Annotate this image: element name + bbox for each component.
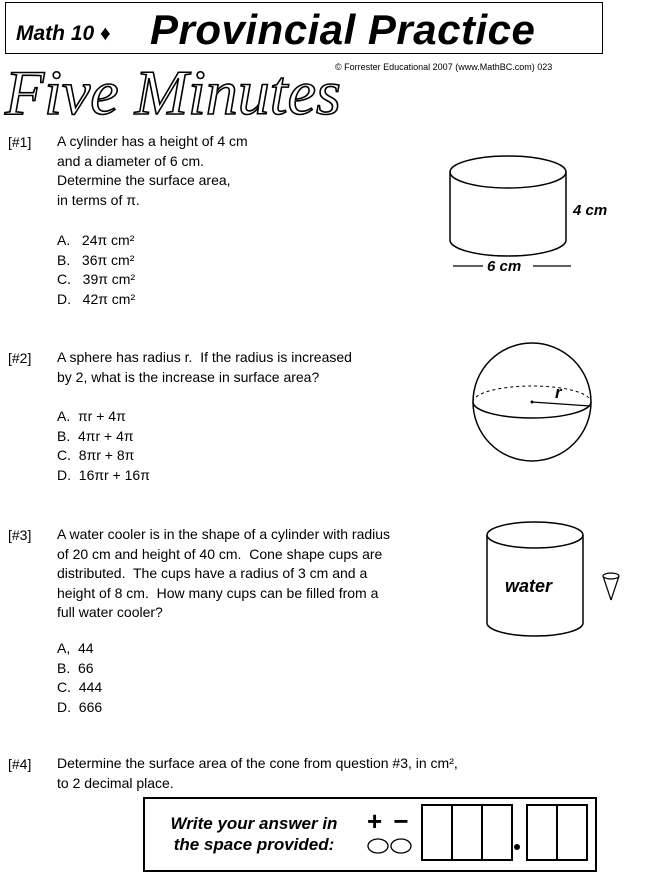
question-line: of 20 cm and height of 40 cm. Cone shape cups are xyxy=(57,545,383,562)
option-b[interactable]: B. 36π cm² xyxy=(57,251,135,268)
minus-bubble xyxy=(391,839,411,853)
question-line: Determine the surface area, xyxy=(57,172,231,188)
cylinder-figure xyxy=(445,150,625,280)
water-cooler-figure xyxy=(483,518,633,643)
decimal-point xyxy=(514,844,520,850)
water-label: water xyxy=(505,576,553,596)
question-line: A water cooler is in the shape of a cylinder with radius xyxy=(57,526,391,542)
cone-cup-icon xyxy=(603,573,619,600)
question-line: to 2 decimal place. xyxy=(57,774,174,791)
option-c[interactable]: C. 444 xyxy=(57,679,103,695)
diameter-label: 6 cm xyxy=(487,258,522,275)
question-number-2: [#2] xyxy=(8,350,32,366)
question-2-text xyxy=(57,348,352,387)
question-number-1: [#1] xyxy=(8,134,32,150)
answer-digit-cell[interactable] xyxy=(421,804,453,861)
banner-text: Five Minutes xyxy=(5,62,341,124)
question-3-options xyxy=(57,639,102,717)
question-line: by 2, what is the increase in surface area? xyxy=(57,368,320,385)
question-line: full water cooler? xyxy=(57,604,163,620)
question-line: A cylinder has a height of 4 cm xyxy=(57,133,248,149)
answer-instruction-line: the space provided: xyxy=(173,835,335,854)
page-title: Provincial Practice xyxy=(150,6,536,53)
diamond-icon: ♦ xyxy=(100,22,111,45)
option-a[interactable]: A. πr + 4π xyxy=(57,408,126,424)
question-line: height of 8 cm. How many cups can be filled from a xyxy=(57,584,379,601)
answer-decimal-cell[interactable] xyxy=(556,804,588,861)
option-d[interactable]: D. 42π cm² xyxy=(57,290,136,307)
question-1-options xyxy=(57,231,135,309)
sign-symbols: + − xyxy=(367,806,411,836)
answer-digit-cell[interactable] xyxy=(451,804,483,861)
sphere-figure xyxy=(470,340,610,470)
answer-instructions xyxy=(148,813,360,855)
sign-bubbles[interactable] xyxy=(366,836,416,856)
question-line: in terms of π. xyxy=(57,191,140,208)
answer-digit-cell[interactable] xyxy=(481,804,513,861)
height-label: 4 cm xyxy=(573,202,608,219)
question-2-options xyxy=(57,407,150,485)
question-number-3: [#3] xyxy=(8,527,32,543)
option-c[interactable]: C. 8πr + 8π xyxy=(57,447,135,463)
question-line: and a diameter of 6 cm. xyxy=(57,152,205,169)
plus-bubble xyxy=(368,839,388,853)
option-d[interactable]: D. 16πr + 16π xyxy=(57,466,150,483)
question-4-text xyxy=(57,754,458,793)
option-b[interactable]: B. 66 xyxy=(57,659,94,676)
question-1-text xyxy=(57,132,248,210)
question-line: distributed. The cups have a radius of 3 cm and a xyxy=(57,565,368,581)
option-a[interactable]: A. 24π cm² xyxy=(57,232,135,248)
answer-decimal-cell[interactable] xyxy=(526,804,558,861)
option-a[interactable]: A, 44 xyxy=(57,640,94,656)
option-d[interactable]: D. 666 xyxy=(57,698,103,715)
question-line: A sphere has radius r. If the radius is increased xyxy=(57,349,352,365)
question-line: Determine the surface area of the cone from question #3, in cm², xyxy=(57,755,458,771)
option-c[interactable]: C. 39π cm² xyxy=(57,271,136,287)
radius-label: r xyxy=(555,383,562,402)
option-b[interactable]: B. 4πr + 4π xyxy=(57,427,134,444)
answer-instruction-line: Write your answer in xyxy=(170,814,338,833)
question-number-4: [#4] xyxy=(8,756,32,772)
question-3-text xyxy=(57,525,390,623)
copyright-text: © Forrester Educational 2007 (www.MathBC.com) 023 xyxy=(335,62,553,72)
course-label: Math 10 ♦ xyxy=(16,22,111,45)
